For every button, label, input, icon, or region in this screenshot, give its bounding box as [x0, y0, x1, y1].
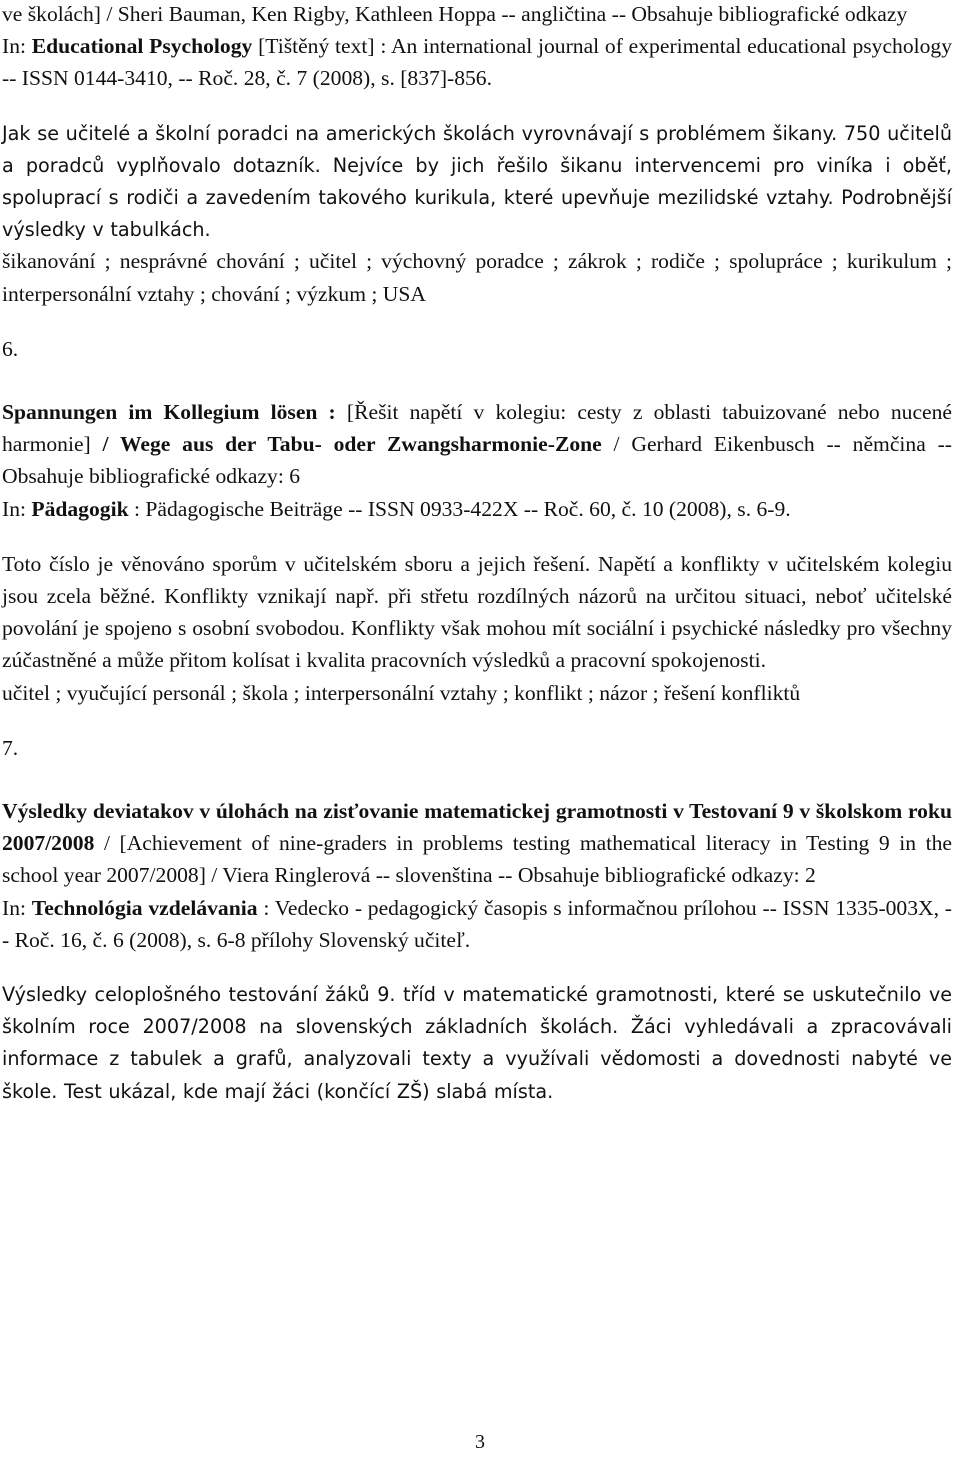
- entry-abstract: Jak se učitelé a školní poradci na amerických školách vyrovnávají s problémem šikany. 750 učitelů a poradců vyplňovalo dotazník. Nejvíce by jich řešilo šikanu intervencemi pro viníka i oběť, spoluprací s rodiči a zavedením takového kurikula, které upevňuje mezilidské vztahy. Podrobnější výsledky v tabulkách.: [2, 121, 952, 242]
- entry-title: Výsledky deviatakov v úlohách na zisťovanie matematickej gramotnosti v Testovaní 9 v školskom roku 2007/2008: [2, 799, 952, 856]
- entry-subtitle: Wege aus der Tabu- oder Zwangsharmonie-Zone: [119, 432, 602, 457]
- entry-abstract: Toto číslo je věnováno sporům v učitelském sboru a jejich řešení. Napětí a konflikty v učitelském kolegiu jsou zcela běžné. Konflikty vznikají např. při střetu rozdílných názorů na určitou situaci, neboť učitelské povolání je spojeno s osobní svobodou. Konflikty však mohou mít sociální i psychické následky pro všechny zúčastněné a může přitom kolísat i kvalita pracovních výsledků a pracovní spokojenosti.: [2, 551, 952, 673]
- entry-citation: [0, 0, 952, 95]
- journal-details: [Tištěný text] : An international journal of experimental educational psychology -- ISSN 0144-3410, -- Roč. 28, č. 7 (2008), s. [837]-856.: [2, 34, 953, 91]
- entry-number: 6.: [2, 336, 19, 361]
- page-number: 3: [475, 1431, 485, 1453]
- title-translation: [Řešit napětí v kolegiu: cesty z oblasti tabuizované nebo nucené harmonie]: [2, 400, 953, 457]
- journal-name: Pädagogik: [31, 496, 129, 521]
- title-translation: [Achievement of nine-graders in problems testing mathematical literacy in Testing 9 in the school year 2007/2008] / Viera Ringlerová -- slovenština -- Obsahuje bibliografické odkazy: 2: [2, 831, 952, 888]
- entry-citation: [0, 795, 952, 956]
- entry-keywords: šikanování ; nesprávné chování ; učitel ; výchovný poradce ; zákrok ; rodiče ; spolupráce ; kurikulum ; interpersonální vztahy ; chování ; výzkum ; USA: [2, 249, 952, 306]
- journal-name: Technológia vzdelávania: [31, 895, 258, 920]
- entry-number: 7.: [2, 735, 19, 760]
- in-label: In:: [2, 496, 32, 521]
- slash: /: [94, 831, 120, 856]
- authors: / Gerhard Eikenbusch -- němčina -- Obsahuje bibliografické odkazy: 6: [2, 432, 952, 489]
- in-label: In:: [2, 34, 32, 59]
- journal-name: Educational Psychology: [31, 34, 253, 59]
- slash: /: [102, 432, 120, 457]
- entry-keywords: učitel ; vyučující personál ; škola ; interpersonální vztahy ; konflikt ; názor ; řešení konfliktů: [2, 680, 801, 705]
- entry-citation: [0, 396, 952, 525]
- journal-details: : Pädagogische Beiträge -- ISSN 0933-422X -- Roč. 60, č. 10 (2008), s. 6-9.: [128, 496, 791, 521]
- in-label: In:: [2, 895, 32, 920]
- citation-text: ve školách] / Sheri Bauman, Ken Rigby, Kathleen Hoppa -- angličtina -- Obsahuje bibliografické odkazy: [2, 2, 908, 26]
- entry-abstract: Výsledky celoplošného testování žáků 9. tříd v matematické gramotnosti, které se uskutečnilo ve školním roce 2007/2008 na slovenských základních školách. Žáci vyhledávali a zpracovávali informace z tabulek a grafů, analyzovali texty a využívali vědomosti a dovednosti nabyté ve škole. Test ukázal, kde mají žáci (končící ZŠ) slabá místa.: [2, 983, 952, 1103]
- journal-details: : Vedecko - pedagogický časopis s informačnou prílohou -- ISSN 1335-003X, -- Roč. 16, č. 6 (2008), s. 6-8 přílohy Slovenský učiteľ.: [2, 895, 952, 952]
- entry-title: Spannungen im Kollegium lösen :: [2, 400, 336, 425]
